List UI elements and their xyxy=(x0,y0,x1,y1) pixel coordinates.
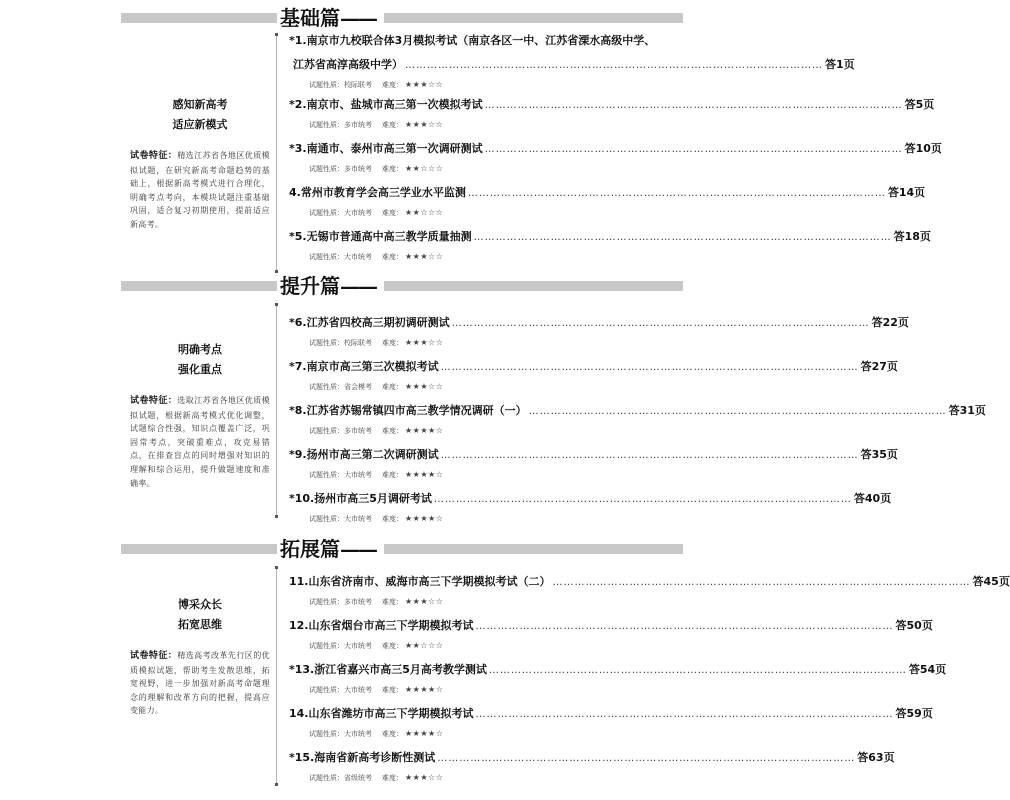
entry-title[interactable]: 江苏省苏锡常镇四市高三教学情况调研（一） xyxy=(306,404,527,417)
entry-number: *5. xyxy=(289,230,307,243)
page-prefix: 答 xyxy=(860,448,872,461)
entry-list xyxy=(289,313,986,533)
nature-value: 大市统考 xyxy=(344,471,372,479)
nature-value: 多市统考 xyxy=(344,121,372,129)
page-suffix: 页 xyxy=(886,448,898,461)
page-suffix: 页 xyxy=(923,98,935,111)
entry-title[interactable]: 海南省新高考诊断性测试 xyxy=(314,751,436,764)
difficulty-label: 难度： xyxy=(382,730,403,738)
leader-dots: …………………………………………………………………………………………………… xyxy=(473,232,892,243)
side-heading xyxy=(130,95,270,135)
leader-dots: …………………………………………………………………………………………………… xyxy=(552,577,971,588)
page-suffix: 页 xyxy=(880,492,892,505)
nature-label: 试题性质： xyxy=(309,383,344,391)
nature-label: 试题性质： xyxy=(309,81,344,89)
page-suffix: 页 xyxy=(935,663,947,676)
page-suffix: 页 xyxy=(843,58,855,71)
list-item[interactable] xyxy=(289,660,947,700)
entry-number: *13. xyxy=(289,663,315,676)
list-item[interactable] xyxy=(289,489,892,529)
list-item[interactable] xyxy=(289,139,942,179)
entry-number: *8. xyxy=(289,404,307,417)
divider-cap-top xyxy=(275,33,278,36)
entry-title[interactable]: 山东省烟台市高三下学期模拟考试 xyxy=(308,619,474,632)
leader-dots: …………………………………………………………………………………………………… xyxy=(484,100,903,111)
page-number: 59 xyxy=(906,707,922,720)
side-heading-line: 适应新模式 xyxy=(172,118,228,131)
list-item[interactable] xyxy=(289,95,935,135)
difficulty-label: 难度： xyxy=(382,471,403,479)
page-number: 10 xyxy=(915,142,931,155)
entry-meta xyxy=(289,333,685,353)
page-suffix: 页 xyxy=(886,360,898,373)
nature-value: 多市统考 xyxy=(344,598,372,606)
section-header-expand xyxy=(0,534,800,564)
page-ref[interactable] xyxy=(857,748,894,768)
entry-meta xyxy=(289,509,685,529)
entry-title[interactable]: 扬州市高三5月调研考试 xyxy=(314,492,432,505)
difficulty-stars: ★★★☆☆ xyxy=(405,120,444,129)
leader-dots: …………………………………………………………………………………………………… xyxy=(440,450,859,461)
side-description xyxy=(130,394,270,490)
page-prefix: 答 xyxy=(904,98,916,111)
entry-title-line xyxy=(289,139,942,159)
section-divider xyxy=(276,33,277,273)
entry-title[interactable]: 南京市高三第三次模拟考试 xyxy=(306,360,439,373)
list-item[interactable] xyxy=(289,183,926,223)
side-description xyxy=(130,649,270,718)
difficulty-stars: ★★★☆☆ xyxy=(405,252,444,261)
page-prefix: 答 xyxy=(893,230,905,243)
header-band-right xyxy=(384,281,683,291)
header-band-left xyxy=(121,13,277,23)
page-number: 5 xyxy=(915,98,924,111)
leader-dots: …………………………………………………………………………………………………… xyxy=(405,60,823,71)
divider-cap-top xyxy=(275,303,278,306)
page-prefix: 答 xyxy=(895,619,907,632)
section-title-text: 基础篇 xyxy=(280,6,340,30)
page-number: 40 xyxy=(864,492,881,505)
difficulty-stars: ★★☆☆☆ xyxy=(405,641,444,650)
page-prefix: 答 xyxy=(853,492,865,505)
section-title-dash: —— xyxy=(340,274,376,298)
entry-title[interactable]: 山东省济南市、威海市高三下学期模拟考试（二） xyxy=(308,575,551,588)
entry-title-line xyxy=(289,357,898,377)
entry-meta xyxy=(289,680,685,700)
difficulty-label: 难度： xyxy=(382,515,403,523)
nature-value: 多市统考 xyxy=(344,427,372,435)
page-number: 54 xyxy=(919,663,936,676)
entry-meta xyxy=(289,592,685,612)
list-item[interactable] xyxy=(289,616,933,656)
entry-list xyxy=(289,572,1010,792)
entry-title-line xyxy=(289,445,898,465)
nature-value: 大市统考 xyxy=(344,253,372,261)
page-ref[interactable] xyxy=(861,357,898,377)
nature-label: 试题性质： xyxy=(309,165,344,173)
page-number: 18 xyxy=(904,230,920,243)
nature-label: 试题性质： xyxy=(309,471,344,479)
page-suffix: 页 xyxy=(921,707,933,720)
page-suffix: 页 xyxy=(897,316,909,329)
entry-number: *1. xyxy=(289,34,307,47)
page-ref[interactable] xyxy=(872,313,909,333)
divider-cap-top xyxy=(275,566,278,569)
entry-title[interactable]: 南京市、盐城市高三第一次模拟考试 xyxy=(306,98,483,111)
entry-meta xyxy=(289,115,685,135)
section-divider xyxy=(276,303,277,518)
side-description-text: 精选高考改革先行区的优质模拟试题，帮助考生发散思维，拓宽视野，进一步加强对新高考命题理念的理解和改革方向的把握，提高应变能力。 xyxy=(130,651,270,716)
section-header-basic xyxy=(0,3,800,33)
page-number: 14 xyxy=(898,186,915,199)
entry-meta xyxy=(289,247,685,267)
side-heading xyxy=(130,595,270,635)
difficulty-stars: ★★★☆☆ xyxy=(405,338,444,347)
page-prefix: 答 xyxy=(972,575,984,588)
nature-label: 试题性质： xyxy=(309,209,344,217)
nature-value: 大市统考 xyxy=(344,209,372,217)
entry-title-line xyxy=(289,31,685,51)
difficulty-stars: ★★☆☆☆ xyxy=(405,164,444,173)
page-number: 50 xyxy=(906,619,922,632)
page-suffix: 页 xyxy=(974,404,986,417)
nature-label: 试题性质： xyxy=(309,427,344,435)
page-number: 31 xyxy=(959,404,975,417)
entry-number: 11. xyxy=(289,575,309,588)
entry-title[interactable]: 浙江省嘉兴市高三5月高考教学测试 xyxy=(314,663,487,676)
page-prefix: 答 xyxy=(895,707,907,720)
page-suffix: 页 xyxy=(930,142,942,155)
side-heading-line: 拓宽思维 xyxy=(178,618,222,631)
section-title-dash: —— xyxy=(340,6,376,30)
list-item[interactable] xyxy=(289,704,933,744)
entry-number: *2. xyxy=(289,98,307,111)
header-band-right xyxy=(384,13,683,23)
entry-meta xyxy=(289,724,685,744)
difficulty-label: 难度： xyxy=(382,774,403,782)
entry-title[interactable]: 南京市九校联合体3月模拟考试（南京各区一中、江苏省溧水高级中学、 xyxy=(306,34,656,47)
page-suffix: 页 xyxy=(921,619,933,632)
entry-number: 4. xyxy=(289,186,301,199)
list-item[interactable] xyxy=(289,572,1010,612)
entry-number: *9. xyxy=(289,448,307,461)
leader-dots: …………………………………………………………………………………………………… xyxy=(451,318,870,329)
difficulty-stars: ★★★★☆ xyxy=(405,470,444,479)
divider-cap-bottom xyxy=(275,783,278,786)
entry-title[interactable]: 江苏省四校高三期初调研测试 xyxy=(306,316,450,329)
section-title-text: 提升篇 xyxy=(280,274,340,298)
entry-meta xyxy=(289,75,685,95)
page-prefix: 答 xyxy=(860,360,872,373)
side-panel-improve xyxy=(130,340,270,490)
leader-dots: …………………………………………………………………………………………………… xyxy=(484,144,903,155)
page-prefix: 答 xyxy=(908,663,920,676)
nature-value: 校际联考 xyxy=(344,339,372,347)
entry-number: *7. xyxy=(289,360,307,373)
entry-meta xyxy=(289,377,685,397)
section-header-improve xyxy=(0,271,800,301)
nature-label: 试题性质： xyxy=(309,642,344,650)
nature-label: 试题性质： xyxy=(309,515,344,523)
side-description-label: 试卷特征： xyxy=(130,151,178,161)
nature-value: 大市统考 xyxy=(344,515,372,523)
nature-value: 大市统考 xyxy=(344,686,372,694)
page-ref[interactable] xyxy=(854,489,891,509)
list-item[interactable] xyxy=(289,31,855,95)
entry-title-continued[interactable]: 江苏省高淳高级中学） xyxy=(293,58,403,71)
difficulty-stars: ★★★★☆ xyxy=(405,685,444,694)
difficulty-stars: ★★★☆☆ xyxy=(405,382,444,391)
page-number: 22 xyxy=(882,316,898,329)
section-title xyxy=(280,3,376,33)
entry-title-line xyxy=(289,748,895,768)
entry-title-line xyxy=(289,313,909,333)
page-suffix: 页 xyxy=(919,230,931,243)
list-item[interactable] xyxy=(289,401,986,441)
nature-label: 试题性质： xyxy=(309,598,344,606)
page-ref[interactable] xyxy=(896,704,933,724)
page-ref[interactable] xyxy=(861,445,898,465)
page-prefix: 答 xyxy=(871,316,883,329)
entry-title-line xyxy=(289,616,933,636)
divider-cap-bottom xyxy=(275,515,278,518)
nature-label: 试题性质： xyxy=(309,730,344,738)
entry-title-line xyxy=(289,401,986,421)
nature-value: 省级统考 xyxy=(344,774,372,782)
difficulty-label: 难度： xyxy=(382,209,403,217)
entry-number: *3. xyxy=(289,142,307,155)
side-heading-line: 明确考点 xyxy=(178,343,222,356)
leader-dots: …………………………………………………………………………………………………… xyxy=(528,406,947,417)
side-heading xyxy=(130,340,270,380)
nature-value: 大市统考 xyxy=(344,730,372,738)
leader-dots: …………………………………………………………………………………………………… xyxy=(475,621,894,632)
entry-title-line xyxy=(289,95,935,115)
page-ref[interactable] xyxy=(905,139,942,159)
leader-dots: …………………………………………………………………………………………………… xyxy=(475,709,894,720)
entry-meta xyxy=(289,636,685,656)
page-suffix: 页 xyxy=(883,751,895,764)
side-description-text: 选取江苏省各地区优质模拟试题，根据新高考模式优化调整，试题综合性强，知识点覆盖广泛，巩固常考点，突破重难点，攻克易错点，在排查盲点的同时增强对知识的理解和综合运用，提升做题速度和准确率。 xyxy=(130,396,270,488)
side-panel-expand xyxy=(130,595,270,718)
entry-title[interactable]: 扬州市高三第二次调研测试 xyxy=(306,448,439,461)
list-item[interactable] xyxy=(289,748,895,788)
section-title xyxy=(280,271,376,301)
entry-title-line xyxy=(289,572,1010,592)
page-prefix: 答 xyxy=(948,404,960,417)
side-heading-line: 博采众长 xyxy=(178,598,222,611)
entry-meta xyxy=(289,421,685,441)
page-ref[interactable] xyxy=(896,616,933,636)
difficulty-label: 难度： xyxy=(382,81,403,89)
difficulty-stars: ★★★☆☆ xyxy=(405,80,444,89)
difficulty-stars: ★★★★☆ xyxy=(405,729,444,738)
entry-title-line xyxy=(289,227,931,247)
page-ref[interactable] xyxy=(973,572,1010,592)
difficulty-stars: ★★★☆☆ xyxy=(405,597,444,606)
nature-label: 试题性质： xyxy=(309,253,344,261)
difficulty-label: 难度： xyxy=(382,121,403,129)
difficulty-stars: ★★☆☆☆ xyxy=(405,208,444,217)
page-ref[interactable] xyxy=(949,401,986,421)
entry-number: *6. xyxy=(289,316,307,329)
difficulty-stars: ★★★★☆ xyxy=(405,426,444,435)
entry-title-line xyxy=(289,489,892,509)
difficulty-label: 难度： xyxy=(382,383,403,391)
nature-value: 省会模考 xyxy=(344,383,372,391)
nature-label: 试题性质： xyxy=(309,686,344,694)
entry-number: 14. xyxy=(289,707,309,720)
entry-list xyxy=(289,31,942,271)
entry-title-line xyxy=(289,660,947,680)
entry-meta xyxy=(289,159,685,179)
difficulty-label: 难度： xyxy=(382,253,403,261)
side-description-label: 试卷特征： xyxy=(130,396,178,406)
side-heading-line: 强化重点 xyxy=(178,363,222,376)
page-number: 27 xyxy=(871,360,887,373)
page-suffix: 页 xyxy=(998,575,1010,588)
leader-dots: …………………………………………………………………………………………………… xyxy=(437,753,856,764)
difficulty-label: 难度： xyxy=(382,642,403,650)
page-ref[interactable] xyxy=(905,95,935,115)
entry-title[interactable]: 山东省潍坊市高三下学期模拟考试 xyxy=(308,707,474,720)
nature-label: 试题性质： xyxy=(309,339,344,347)
page-prefix: 答 xyxy=(887,186,899,199)
section-divider xyxy=(276,566,277,786)
entry-number: 12. xyxy=(289,619,309,632)
leader-dots: …………………………………………………………………………………………………… xyxy=(440,362,859,373)
section-title-text: 拓展篇 xyxy=(280,537,340,561)
header-band-left xyxy=(121,544,277,554)
list-item[interactable] xyxy=(289,313,909,353)
leader-dots: …………………………………………………………………………………………………… xyxy=(488,665,907,676)
page-number: 1 xyxy=(836,58,844,71)
list-item[interactable] xyxy=(289,357,898,397)
nature-value: 多市统考 xyxy=(344,165,372,173)
difficulty-label: 难度： xyxy=(382,165,403,173)
nature-label: 试题性质： xyxy=(309,774,344,782)
entry-number: *10. xyxy=(289,492,315,505)
entry-title-line xyxy=(289,183,926,203)
entry-meta xyxy=(289,768,685,788)
page-ref[interactable] xyxy=(888,183,925,203)
entry-number: *15. xyxy=(289,751,315,764)
nature-value: 校际联考 xyxy=(344,81,372,89)
page-number: 63 xyxy=(868,751,884,764)
entry-title-line-2 xyxy=(289,55,855,75)
page-prefix: 答 xyxy=(825,58,836,71)
nature-label: 试题性质： xyxy=(309,121,344,129)
page-ref[interactable] xyxy=(894,227,931,247)
side-panel-basic xyxy=(130,95,270,232)
side-description xyxy=(130,149,270,232)
section-title xyxy=(280,534,376,564)
entry-meta xyxy=(289,465,685,485)
difficulty-label: 难度： xyxy=(382,598,403,606)
page-ref[interactable] xyxy=(909,660,946,680)
nature-value: 大市统考 xyxy=(344,642,372,650)
page-suffix: 页 xyxy=(914,186,926,199)
entry-title-line xyxy=(289,704,933,724)
list-item[interactable] xyxy=(289,445,898,485)
difficulty-label: 难度： xyxy=(382,339,403,347)
page-prefix: 答 xyxy=(904,142,916,155)
difficulty-stars: ★★★★☆ xyxy=(405,514,444,523)
section-title-dash: —— xyxy=(340,537,376,561)
header-band-right xyxy=(384,544,683,554)
page-number: 35 xyxy=(871,448,887,461)
header-band-left xyxy=(121,281,277,291)
list-item[interactable] xyxy=(289,227,931,267)
difficulty-label: 难度： xyxy=(382,686,403,694)
leader-dots: …………………………………………………………………………………………………… xyxy=(433,494,852,505)
difficulty-label: 难度： xyxy=(382,427,403,435)
difficulty-stars: ★★★☆☆ xyxy=(405,773,444,782)
page-ref[interactable] xyxy=(825,55,855,75)
entry-meta xyxy=(289,203,685,223)
page-number: 45 xyxy=(983,575,999,588)
side-description-label: 试卷特征： xyxy=(130,651,178,661)
side-heading-line: 感知新高考 xyxy=(172,98,228,111)
leader-dots: …………………………………………………………………………………………………… xyxy=(467,188,886,199)
entry-title[interactable]: 南通市、泰州市高三第一次调研测试 xyxy=(306,142,483,155)
page-prefix: 答 xyxy=(857,751,869,764)
entry-title[interactable]: 无锡市普通高中高三教学质量抽测 xyxy=(306,230,472,243)
side-description-text: 精选江苏省各地区优质模拟试题，在研究新高考命题趋势的基础上，根据新高考模式进行合理化，明确考点考向，本模块试题注重基础巩固，适合复习初期使用，提前适应新高考。 xyxy=(130,151,270,229)
entry-title[interactable]: 常州市教育学会高三学业水平监测 xyxy=(300,186,466,199)
